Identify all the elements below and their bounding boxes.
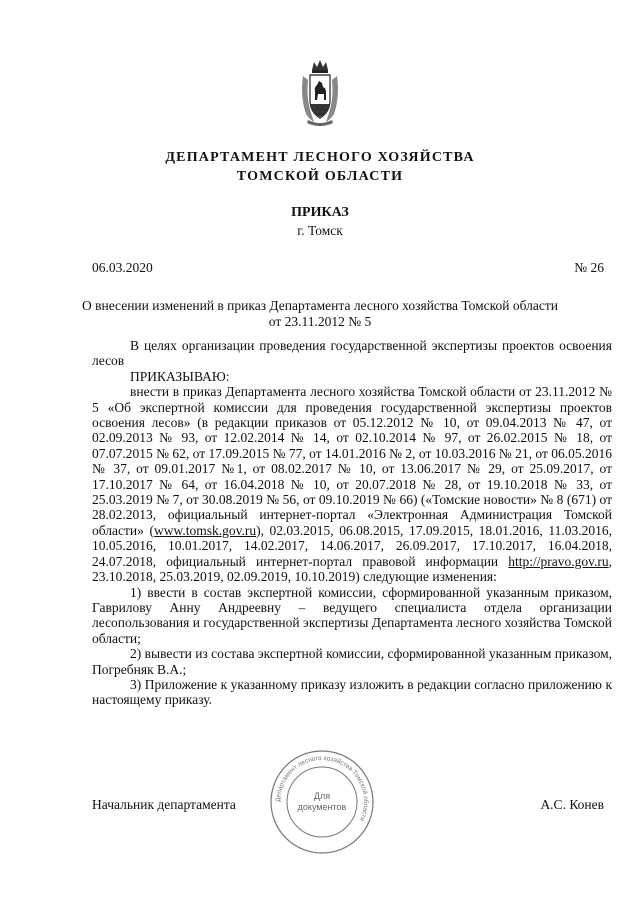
list-item-1: 1) ввести в состав экспертной комиссии, сформированной указанным приказом, Гаврилову Анну Андреевну – ведущего специалиста отдела организации лесопользования и государственной экспертизы Департамента лесного хозяйства Томской области; [92,584,612,646]
pravo-gov-link[interactable]: http://pravo.gov.ru [508,553,609,569]
official-stamp [268,748,376,856]
document-number: № 26 [574,260,604,275]
list-item-2: 2) вывести из состава экспертной комиссии, сформированной указанным приказом, Погребняк В.А.; [92,646,612,677]
document-city: г. Томск [297,223,343,238]
stamp-text-line2: документов [297,802,347,812]
stamp-ring-text: Департамент лесного хозяйства Томской области [274,754,370,823]
signature-name: А.С. Конев [540,797,604,812]
signature-position: Начальник департамента [92,797,236,812]
document-body [92,338,612,708]
document-type: ПРИКАЗ [291,205,349,220]
coat-of-arms-icon [300,56,340,128]
intro-paragraph: В целях организации проведения государственной экспертизы проектов освоения лесов [92,338,612,369]
department-name-line2: ТОМСКОЙ ОБЛАСТИ [236,169,404,184]
main-text-part3: , 23.10.2018, 25.03.2019, 02.09.2019, 10.10.2019) следующие изменения: [92,553,612,585]
tomsk-gov-link[interactable]: www.tomsk.gov.ru [153,522,257,538]
subject-line2: от 23.11.2012 № 5 [268,314,372,329]
main-text-part2: ), 02.03.2015, 06.08.2015, 17.09.2015, 18.01.2016, 11.03.2016, 10.05.2016, 10.01.2017, 14.02.2017, 14.06.2017, 26.09.2017, 17.10.2017, 16.04.2018, 24.07.2018, официальный интернет-портал правовой информации [92,522,613,569]
list-item-3: 3) Приложение к указанному приказу изложить в редакции согласно приложению к настоящему приказу. [92,676,612,708]
stamp-text-line1: Для [313,791,331,801]
order-word: ПРИКАЗЫВАЮ: [130,368,230,384]
main-paragraph [92,384,612,584]
subject-line1: О внесении изменений в приказ Департамента лесного хозяйства Томской области [82,298,558,313]
main-text-part1: внести в приказ Департамента лесного хозяйства Томской области от 23.11.2012 № 5 «Об экспертной комиссии для проведения государственной экспертизы проектов освоения лесов» (в редакции приказов от 05.12.2012 № 10, от 09.04.2013 № 47, от 02.09.2013 № 93, от 12.02.2014 № 14, от 02.10.2014 № 97, от 26.02.2015 № 18, от 07.07.2015 № 62, от 17.09.2015 № 77, от 14.01.2016 № 2, от 10.03.2016 № 21, от 06.05.2016 № 37, от 09.01.2017 №1, от 08.02.2017 № 10, от 13.06.2017 № 29, от 25.09.2017, от 17.10.2017 № 64, от 16.04.2018 № 10, от 20.07.2018 № 28, от 19.10.2018 № 33, от 25.03.2019 № 7, от 30.08.2019 № 56, от 09.10.2019 № 66) («Томские новости» № 8 (671) от 28.02.2013, официальный интернет-портал «Электронная Администрация Томской области» ( [92,384,612,538]
document-date: 06.03.2020 [92,260,153,275]
department-name-line1: ДЕПАРТАМЕНТ ЛЕСНОГО ХОЗЯЙСТВА [165,150,475,165]
